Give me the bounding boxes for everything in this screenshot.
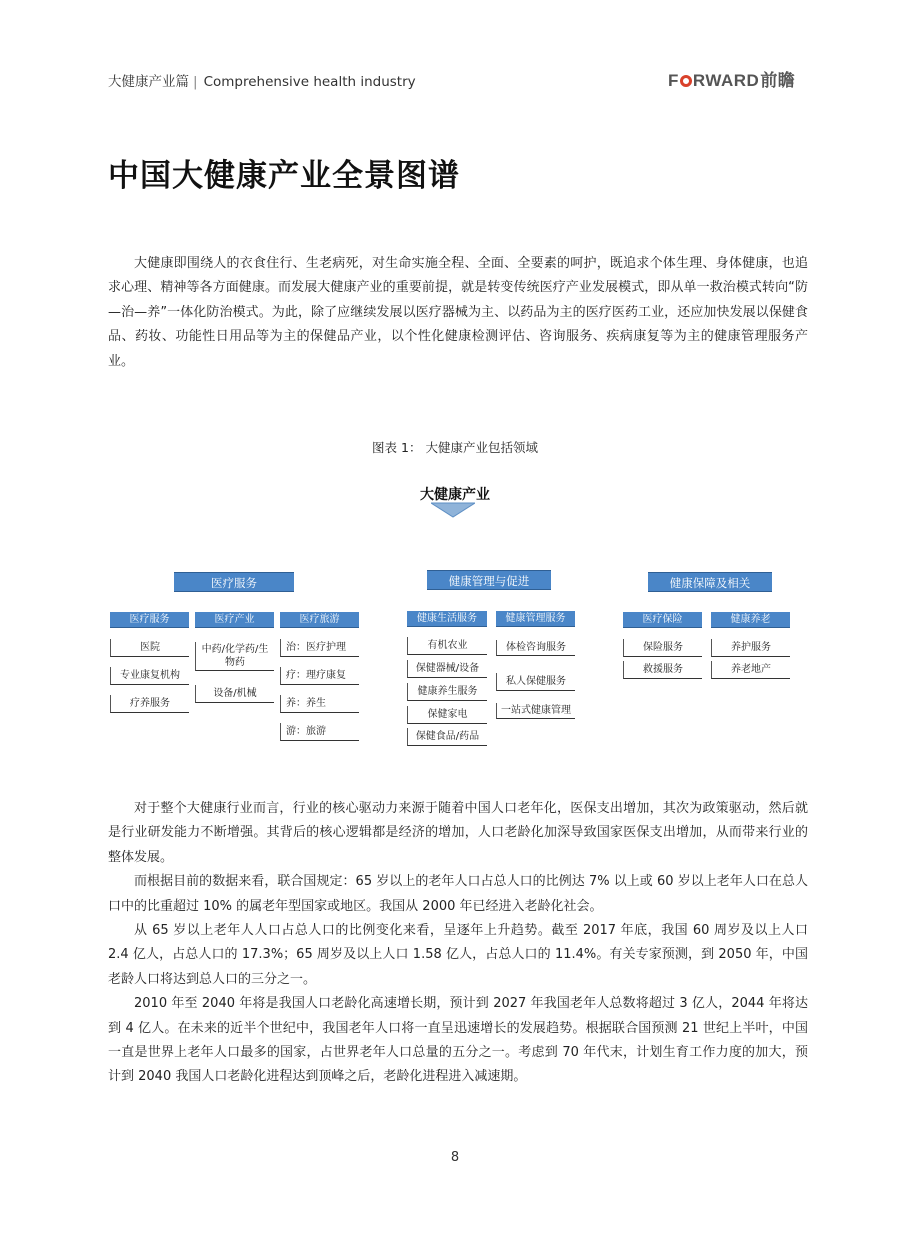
leaf-one-stop-mgmt: 一站式健康管理 (496, 703, 575, 719)
forward-logo (668, 66, 795, 91)
body-text (108, 797, 808, 1090)
paragraph-un-definition: 而根据目前的数据来看，联合国规定：65 岁以上的老年人口占总人口的比例达 7% 以上或 60 岁以上老年人口在总人口中的比重超过 10% 的属老年型国家或地区。我国从 2000 年已经进入老龄化社会。 (108, 874, 808, 914)
leaf-nursing-service: 养护服务 (711, 639, 790, 657)
logo-ring-icon (680, 75, 692, 87)
leaf-treatment-nursing: 治：医疗护理 (280, 639, 359, 657)
leaf-convalescent-service: 疗养服务 (110, 695, 189, 713)
leaf-checkup-consulting: 体检咨询服务 (496, 640, 575, 656)
running-header (108, 70, 416, 90)
page-number: 8 (450, 1150, 460, 1165)
leaf-physio-rehab: 疗：理疗康复 (280, 667, 359, 685)
leaf-senior-real-estate: 养老地产 (711, 661, 790, 679)
leaf-organic-farming: 有机农业 (407, 637, 487, 655)
category-health-management: 健康管理与促进 (427, 570, 551, 590)
leaf-wellness-services: 健康养生服务 (407, 683, 487, 701)
leaf-health-appliances: 保健家电 (407, 706, 487, 724)
sub-health-mgmt-services: 健康管理服务 (496, 611, 575, 627)
page-title: 中国大健康产业全景图谱 (108, 158, 460, 194)
sub-medical-industry: 医疗产业 (195, 612, 274, 628)
logo-chinese: 前瞻 (760, 71, 796, 90)
logo-text-end: RWARD (692, 71, 760, 90)
leaf-health-preserving: 养：养生 (280, 695, 359, 713)
sub-medical-services: 医疗服务 (110, 612, 189, 628)
intro-paragraph (108, 252, 808, 374)
leaf-insurance-service: 保险服务 (623, 639, 702, 657)
leaf-private-care: 私人保健服务 (496, 673, 575, 691)
diagram-root-label: 大健康产业 (420, 487, 490, 503)
leaf-hospital: 医院 (110, 639, 189, 657)
leaf-equipment: 设备/机械 (195, 685, 274, 703)
header-subtitle: Comprehensive health industry (203, 74, 416, 90)
header-section: 大健康产业篇 (108, 74, 189, 90)
sub-healthy-living: 健康生活服务 (407, 611, 487, 627)
header-divider: | (193, 74, 198, 90)
leaf-tourism: 游：旅游 (280, 723, 359, 741)
leaf-drugs: 中药/化学药/生物药 (195, 642, 274, 671)
paragraph-population-share: 从 65 岁以上老年人人口占总人口的比例变化来看，呈逐年上升趋势。截至 2017 年底，我国 60 周岁及以上人口 2.4 亿人，占总人口的 17.3%；65 周岁及以上人口 1.58 亿人，占总人口的 11.4%。有关专家预测，到 2050 年，中国老龄人口将达到总人口的三分之一。 (108, 923, 808, 987)
leaf-health-devices: 保健器械/设备 (407, 660, 487, 678)
logo-text-start: F (668, 71, 679, 90)
figure-caption: 图表 1： 大健康产业包括领域 (372, 440, 538, 455)
sub-elderly-care: 健康养老 (711, 612, 790, 628)
leaf-rescue-service: 救援服务 (623, 661, 702, 679)
intro-text: 大健康即围绕人的衣食住行、生老病死，对生命实施全程、全面、全要素的呵护，既追求个体生理、身体健康，也追求心理、精神等各方面健康。而发展大健康产业的重要前提，就是转变传统医疗产业发展模式，即从单一救治模式转向“防—治—养”一体化防治模式。为此，除了应继续发展以医疗器械为主、以药品为主的医疗医药工业，还应加快发展以保健食品、药妆、功能性日用品等为主的保健品产业，以个性化健康检测评估、咨询服务、疾病康复等为主的健康管理服务产业。 (108, 256, 808, 369)
leaf-health-foods: 保健食品/药品 (407, 728, 487, 746)
paragraph-drivers: 对于整个大健康行业而言，行业的核心驱动力来源于随着中国人口老年化，医保支出增加，其次为政策驱动，然后就是行业研发能力不断增强。其背后的核心逻辑都是经济的增加，人口老龄化加深导致国家医保支出增加，从而带来行业的整体发展。 (108, 801, 808, 865)
category-health-security: 健康保障及相关 (648, 572, 772, 592)
category-medical-services: 医疗服务 (174, 572, 294, 592)
down-arrow-icon (431, 502, 475, 518)
paragraph-aging-forecast: 2010 年至 2040 年将是我国人口老龄化高速增长期，预计到 2027 年我国老年人总数将超过 3 亿人，2044 年将达到 4 亿人。在未来的近半个世纪中，我国老年人口将一直呈迅速增长的发展趋势。根据联合国预测 21 世纪上半叶，中国一直是世界上老年人口最多的国家，占世界老年人口总量的五分之一。考虑到 70 年代末，计划生育工作力度的加大，预计到 2040 我国人口老龄化进程达到顶峰之后，老龄化进程进入减速期。 (108, 996, 808, 1085)
sub-medical-tourism: 医疗旅游 (280, 612, 359, 628)
sub-medical-insurance: 医疗保险 (623, 612, 702, 628)
leaf-rehab-institution: 专业康复机构 (110, 667, 189, 685)
